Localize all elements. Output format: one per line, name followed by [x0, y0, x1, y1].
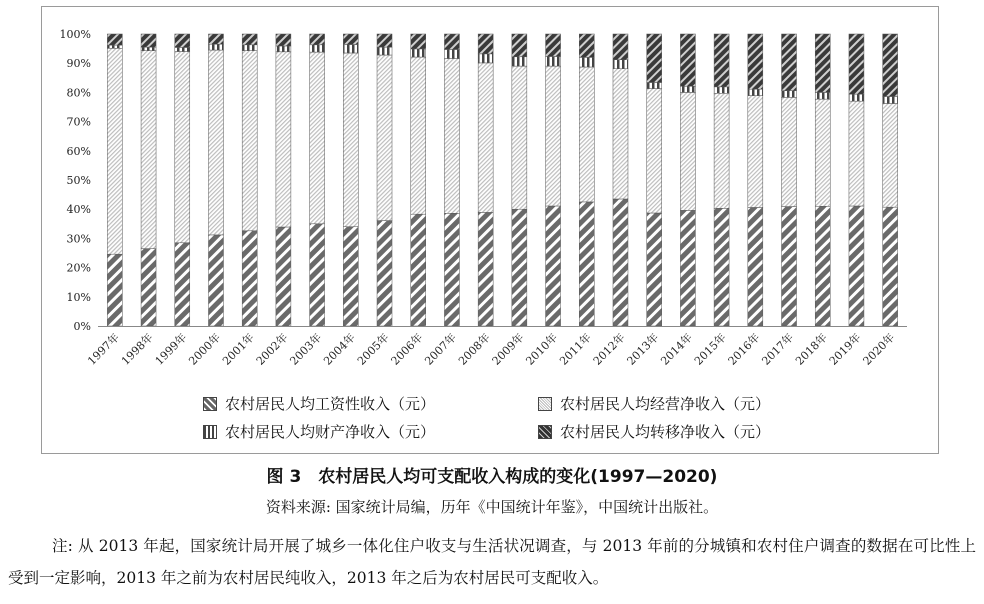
- bar-segment-business: [512, 66, 527, 209]
- bar-segment-business: [647, 89, 662, 213]
- bar-segment-property: [849, 94, 864, 101]
- bar-segment-business: [883, 104, 898, 208]
- bar-segment-transfer: [444, 34, 459, 49]
- x-tick-label: 2011年: [557, 330, 594, 368]
- bar-segment-property: [377, 47, 392, 55]
- y-tick-label: 0%: [73, 320, 91, 333]
- bar-segment-wage: [647, 213, 662, 326]
- legend-label-business: 农村居民人均经营净收入（元）: [560, 395, 771, 413]
- bar-segment-property: [343, 45, 358, 53]
- bar-segment-wage: [175, 243, 190, 326]
- x-tick-label: 2009年: [489, 330, 527, 368]
- bar-segment-property: [613, 60, 628, 69]
- bar-segment-business: [141, 51, 156, 249]
- x-tick-label: 2008年: [455, 330, 493, 368]
- bar-segment-wage: [242, 231, 257, 326]
- x-tick-label: 1999年: [152, 330, 190, 368]
- x-tick-label: 2017年: [759, 330, 797, 368]
- bar-segment-property: [579, 57, 594, 67]
- x-tick-label: 2013年: [624, 330, 662, 368]
- bar-segment-transfer: [175, 34, 190, 47]
- bar-segment-transfer: [647, 34, 662, 82]
- bar-segment-business: [343, 53, 358, 227]
- bar-segment-transfer: [208, 34, 223, 44]
- bar-segment-wage: [377, 221, 392, 326]
- x-tick-label: 2018年: [793, 330, 830, 368]
- x-tick-label: 2015年: [691, 330, 729, 368]
- bar-segment-transfer: [579, 34, 594, 57]
- bar-segment-business: [579, 67, 594, 202]
- bar-segment-business: [242, 51, 257, 231]
- y-tick-label: 20%: [66, 261, 91, 275]
- legend-swatch-property: [203, 425, 217, 439]
- bar-segment-transfer: [310, 34, 325, 45]
- legend-swatch-wage: [203, 397, 217, 411]
- legend-item-wage: [203, 393, 435, 414]
- bar-segment-wage: [849, 206, 864, 326]
- bar-segment-property: [411, 49, 426, 57]
- bar-segment-transfer: [377, 34, 392, 47]
- bar-segment-property: [748, 89, 763, 95]
- x-tick-label: 2020年: [860, 330, 898, 368]
- legend-item-business: [538, 393, 770, 414]
- stacked-bar-chart: [42, 7, 938, 453]
- figure-source: 资料来源: 国家统计局编，历年《中国统计年鉴》，中国统计出版社。: [265, 498, 719, 516]
- x-axis: [84, 327, 907, 368]
- y-tick-label: 60%: [66, 144, 91, 158]
- bar-segment-transfer: [141, 34, 156, 47]
- bar-segment-transfer: [613, 34, 628, 60]
- bar-segment-property: [815, 92, 830, 99]
- bar-segment-property: [512, 57, 527, 66]
- bar-segment-property: [208, 44, 223, 50]
- x-tick-label: 2007年: [422, 330, 460, 368]
- bar-segment-wage: [310, 224, 325, 326]
- x-tick-label: 2001年: [220, 330, 257, 368]
- y-tick-label: 50%: [66, 174, 91, 187]
- figure-title: 图 3 农村居民人均可支配收入构成的变化(1997—2020): [266, 467, 718, 487]
- bar-segment-business: [411, 57, 426, 214]
- legend-item-property: [203, 421, 435, 442]
- bar-segment-business: [310, 52, 325, 224]
- bar-segment-transfer: [815, 34, 830, 92]
- bar-segment-transfer: [411, 34, 426, 49]
- x-tick-label: 2005年: [354, 330, 392, 368]
- bar-segment-transfer: [242, 34, 257, 45]
- figure-note: 注: 从 2013 年起，国家统计局开展了城乡一体化住户收支与生活状况调查，与 2013 年前的分城镇和农村住户调查的数据在可比性上受到一定影响，2013 年之前为农村居民纯收入，2013 年之后为农村居民可支配收入。: [8, 537, 976, 587]
- bar-segment-wage: [579, 202, 594, 326]
- bar-segment-property: [444, 49, 459, 58]
- x-tick-label: 2000年: [186, 330, 224, 368]
- bar-segment-wage: [613, 199, 628, 326]
- bar-segment-property: [276, 46, 291, 52]
- x-tick-label: 2019年: [826, 330, 864, 368]
- x-tick-label: 2012年: [590, 330, 628, 368]
- bar-segment-business: [815, 99, 830, 206]
- legend-label-property: 农村居民人均财产净收入（元）: [225, 423, 436, 441]
- bar-segment-wage: [546, 206, 561, 326]
- bar-segment-business: [478, 63, 493, 213]
- bar-segment-transfer: [478, 34, 493, 54]
- bar-segment-business: [276, 52, 291, 227]
- legend-label-transfer: 农村居民人均转移净收入（元）: [560, 423, 771, 441]
- y-tick-label: 90%: [66, 57, 91, 71]
- bar-segment-transfer: [276, 34, 291, 46]
- y-axis: [60, 28, 91, 333]
- bar-segment-property: [680, 86, 695, 92]
- x-tick-label: 2010年: [523, 330, 561, 368]
- x-tick-label: 2006年: [388, 330, 426, 368]
- bar-segment-transfer: [512, 34, 527, 57]
- legend-swatch-transfer: [538, 425, 552, 439]
- bar-segment-business: [714, 93, 729, 208]
- x-tick-label: 2003年: [287, 330, 325, 368]
- bar-segment-wage: [107, 254, 122, 326]
- bar-segment-wage: [883, 207, 898, 326]
- x-tick-label: 1998年: [118, 330, 156, 368]
- bar-segment-property: [647, 82, 662, 88]
- bar-segment-wage: [141, 249, 156, 326]
- x-tick-label: 2014年: [658, 330, 696, 368]
- bar-segment-wage: [815, 206, 830, 326]
- bar-segment-business: [680, 92, 695, 210]
- bar-segment-business: [546, 66, 561, 206]
- bar-segment-business: [377, 55, 392, 221]
- bar-segment-transfer: [107, 34, 122, 45]
- y-tick-label: 30%: [66, 232, 91, 246]
- bar-segment-business: [849, 101, 864, 206]
- bar-segment-business: [208, 50, 223, 235]
- bar-segment-transfer: [782, 34, 797, 91]
- bar-segment-wage: [411, 214, 426, 326]
- bar-segment-transfer: [343, 34, 358, 45]
- bar-segment-property: [107, 45, 122, 48]
- x-tick-label: 2002年: [253, 330, 291, 368]
- bar-segment-wage: [444, 213, 459, 326]
- bar-segment-business: [748, 96, 763, 208]
- bar-segment-transfer: [883, 34, 898, 96]
- bar-segment-wage: [714, 208, 729, 326]
- bar-segment-transfer: [680, 34, 695, 86]
- y-tick-label: 100%: [59, 28, 91, 41]
- bar-segment-wage: [680, 210, 695, 326]
- bar-segment-wage: [512, 209, 527, 326]
- x-tick-label: 2016年: [725, 330, 763, 368]
- bar-segment-property: [310, 45, 325, 52]
- bar-segment-business: [444, 59, 459, 214]
- bar-segment-transfer: [748, 34, 763, 89]
- bar-segment-property: [883, 96, 898, 103]
- bar-segment-business: [613, 69, 628, 199]
- y-tick-label: 70%: [66, 115, 91, 129]
- bar-segment-property: [141, 47, 156, 51]
- bar-segment-property: [546, 56, 561, 66]
- y-tick-label: 40%: [66, 203, 91, 217]
- bars: [107, 34, 897, 326]
- x-tick-label: 1997年: [85, 330, 122, 368]
- chart-frame: [41, 6, 939, 454]
- x-tick-label: 2004年: [321, 330, 358, 368]
- bar-segment-wage: [276, 227, 291, 326]
- bar-segment-wage: [343, 227, 358, 326]
- bar-segment-property: [782, 91, 797, 98]
- y-tick-label: 80%: [66, 86, 91, 100]
- bar-segment-transfer: [546, 34, 561, 56]
- legend-swatch-business: [538, 397, 552, 411]
- legend-label-wage: 农村居民人均工资性收入（元）: [225, 395, 436, 413]
- y-tick-label: 10%: [66, 290, 91, 304]
- bar-segment-wage: [782, 207, 797, 326]
- legend-item-transfer: [538, 421, 770, 442]
- bar-segment-transfer: [849, 34, 864, 94]
- bar-segment-wage: [748, 207, 763, 326]
- bar-segment-property: [175, 47, 190, 51]
- bar-segment-wage: [208, 235, 223, 326]
- bar-segment-business: [782, 97, 797, 206]
- bar-segment-business: [107, 48, 122, 254]
- bar-segment-property: [242, 45, 257, 51]
- bar-segment-transfer: [714, 34, 729, 87]
- bar-segment-wage: [478, 212, 493, 326]
- bar-segment-property: [714, 87, 729, 93]
- bar-segment-property: [478, 54, 493, 63]
- bar-segment-business: [175, 52, 190, 243]
